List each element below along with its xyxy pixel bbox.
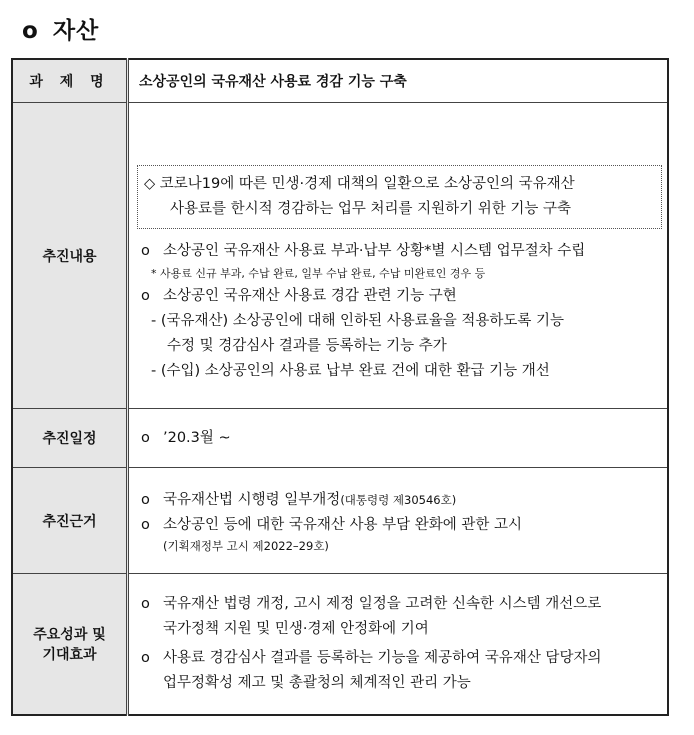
effect-item-2-line-2: 업무정확성 제고 및 총괄청의 체계적인 관리 가능 <box>163 675 471 691</box>
table-row <box>12 574 668 716</box>
row-label-content: 추진내용 <box>12 103 128 409</box>
summary-box <box>137 165 662 229</box>
basis-item-1-note: (대통령령 제30546호) <box>340 492 457 507</box>
list-item: - (수입) 소상공인의 사용료 납부 완료 건에 대한 환급 기능 개선 <box>151 363 550 379</box>
table-row <box>12 103 668 409</box>
content-item-2: 소상공인 국유재산 사용료 경감 관련 기능 구현 <box>163 288 457 304</box>
project-table <box>11 58 669 716</box>
list-item: o 사용료 경감심사 결과를 등록하는 기능을 제공하여 국유재산 담당자의 <box>141 650 602 666</box>
summary-line-2: 사용료를 한시적 경감하는 업무 처리를 지원하기 위한 기능 구축 <box>170 201 572 217</box>
list-item: o 국유재산법 시행령 일부개정(대통령령 제30546호) <box>141 491 457 508</box>
row-label-basis: 추진근거 <box>12 468 128 574</box>
summary-line-1: 코로나19에 따른 민생·경제 대책의 일환으로 소상공인의 국유재산 <box>159 176 575 192</box>
dash-item-2: (수입) 소상공인의 사용료 납부 완료 건에 대한 환급 기능 개선 <box>160 363 550 379</box>
project-title: 소상공인의 국유재산 사용료 경감 기능 구축 <box>139 74 407 90</box>
list-item: - (국유재산) 소상공인에 대해 인하된 사용료율을 적용하도록 기능 수정 및 경감심사 결과를 등록하는 기능 추가 <box>129 309 667 359</box>
list-item: o 소상공인 국유재산 사용료 경감 관련 기능 구현 <box>141 288 457 304</box>
basis-item-1: 국유재산법 시행령 일부개정 <box>163 491 341 508</box>
section-heading <box>22 12 99 45</box>
diamond-icon: ◇ <box>144 176 156 192</box>
list-item: o 국유재산 법령 개정, 고시 제정 일정을 고려한 신속한 시스템 개선으로 <box>141 596 602 612</box>
dash-item-1-line-2: 수정 및 경감심사 결과를 등록하는 기능 추가 <box>167 338 447 354</box>
list-item: o 소상공인 국유재산 사용료 부과·납부 상황*별 시스템 업무절차 수립 <box>141 243 586 259</box>
dash-item-1-line-1: (국유재산) 소상공인에 대해 인하된 사용료율을 적용하도록 기능 <box>160 313 564 329</box>
row-label-title: 과 제 명 <box>12 59 128 103</box>
effect-item-2-line-1: 사용료 경감심사 결과를 등록하는 기능을 제공하여 국유재산 담당자의 <box>163 650 602 666</box>
heading-text: 자산 <box>52 18 100 44</box>
table-row <box>12 468 668 574</box>
effect-item-1-line-1: 국유재산 법령 개정, 고시 제정 일정을 고려한 신속한 시스템 개선으로 <box>163 596 602 612</box>
row-label-effect: 주요성과 및 기대효과 <box>12 574 128 716</box>
schedule-value: ’20.3월 ~ <box>163 429 231 446</box>
content-item-1: 소상공인 국유재산 사용료 부과·납부 상황*별 시스템 업무절차 수립 <box>163 243 586 259</box>
table-row: 추진일정 o ’20.3월 ~ <box>12 409 668 468</box>
table-row <box>12 59 668 103</box>
basis-item-2-note: (기획재정부 고시 제2022–29호) <box>163 538 329 553</box>
row-label-schedule: 추진일정 <box>12 409 128 468</box>
list-item: o 소상공인 등에 대한 국유재산 사용 부담 완화에 관한 고시 <box>141 516 523 533</box>
heading-bullet: o <box>22 18 39 44</box>
effect-item-1-line-2: 국가정책 지원 및 민생·경제 안정화에 기여 <box>163 621 429 637</box>
basis-item-2: 소상공인 등에 대한 국유재산 사용 부담 완화에 관한 고시 <box>163 516 523 533</box>
footnote: * 사용료 신규 부과, 수납 완료, 일부 수납 완료, 수납 미완료인 경우 등 <box>151 267 486 280</box>
